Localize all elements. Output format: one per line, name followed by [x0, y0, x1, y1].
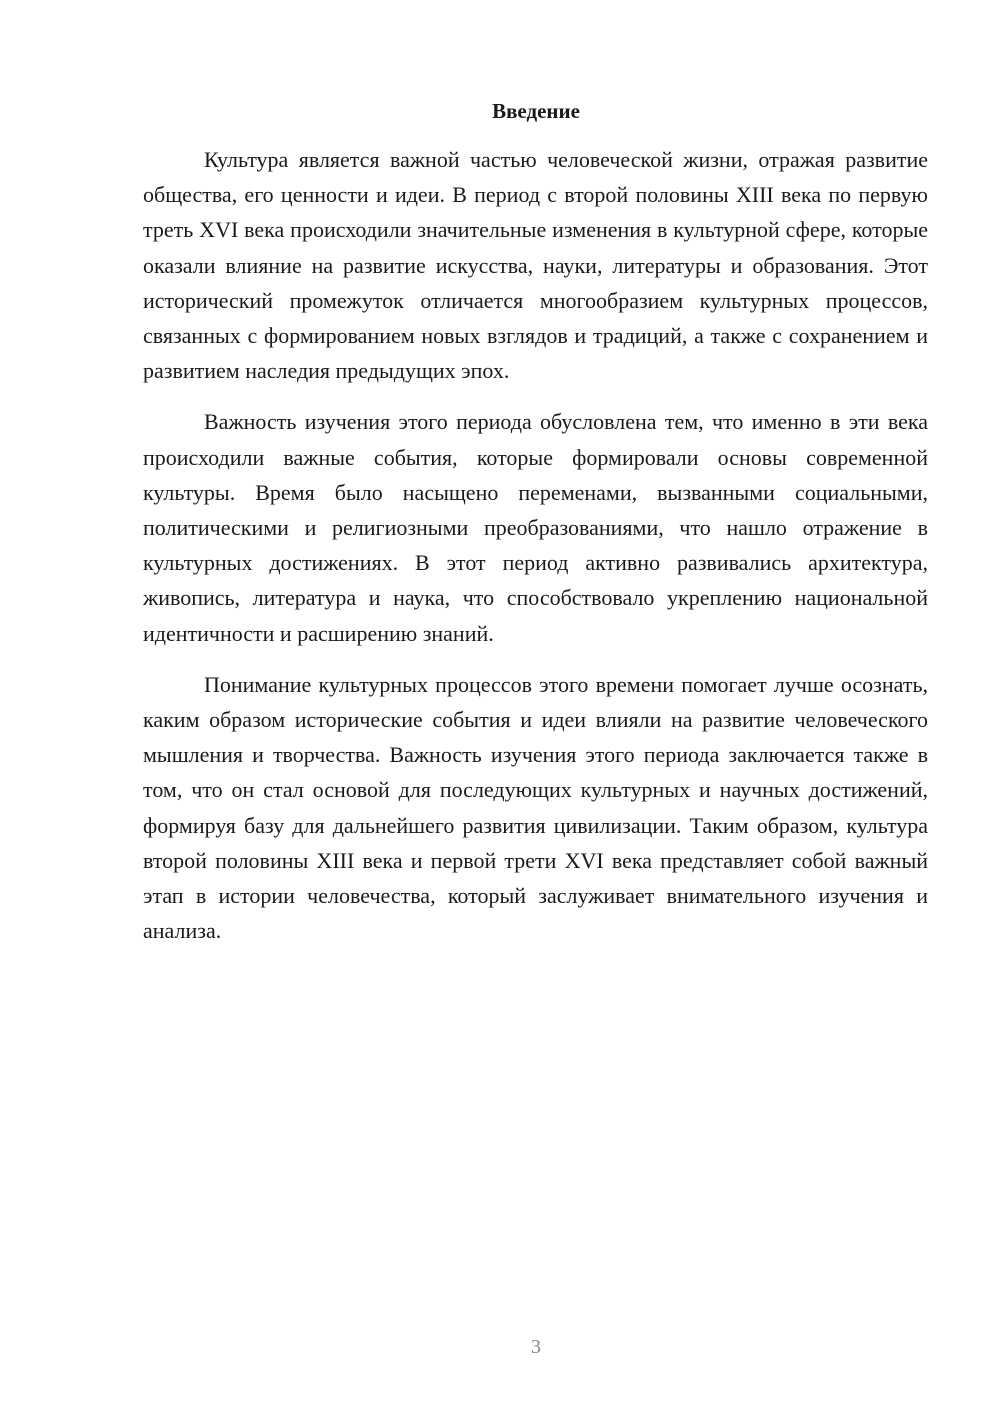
section-heading: Введение	[492, 99, 580, 123]
paragraph-2: Важность изучения этого периода обусловлена тем, что именно в эти века происходили важные события, которые формировали основы современной культуры. Время было насыщено переменами, вызванными социальными, политическими и религиозными преобразованиями, что нашло отражение в культурных достижениях. В этот период активно развивались архитектура, живопись, литература и наука, что способствовало укреплению национальной идентичности и расширению знаний.	[143, 409, 928, 646]
paragraph-3: Понимание культурных процессов этого времени помогает лучше осознать, каким образом исторические события и идеи влияли на развитие человеческого мышления и творчества. Важность изучения этого периода заключается также в том, что он стал основой для последующих культурных и научных достижений, формируя базу для дальнейшего развития цивилизации. Таким образом, культура второй половины XIII века и первой трети XVI века представляет собой важный этап в истории человечества, который заслуживает внимательного изучения и анализа.	[143, 671, 928, 944]
paragraph-1: Культура является важной частью человеческой жизни, отражая развитие общества, его ценности и идеи. В период с второй половины XIII века по первую треть XVI века происходили значительные изменения в культурной сфере, которые оказали влияние на развитие искусства, науки, литературы и образования. Этот исторический промежуток отличается многообразием культурных процессов, связанных с формированием новых взглядов и традиций, а также с сохранением и развитием наследия предыдущих эпох.	[143, 147, 928, 384]
page-number: 3	[531, 1336, 541, 1358]
body-text	[143, 142, 928, 964]
